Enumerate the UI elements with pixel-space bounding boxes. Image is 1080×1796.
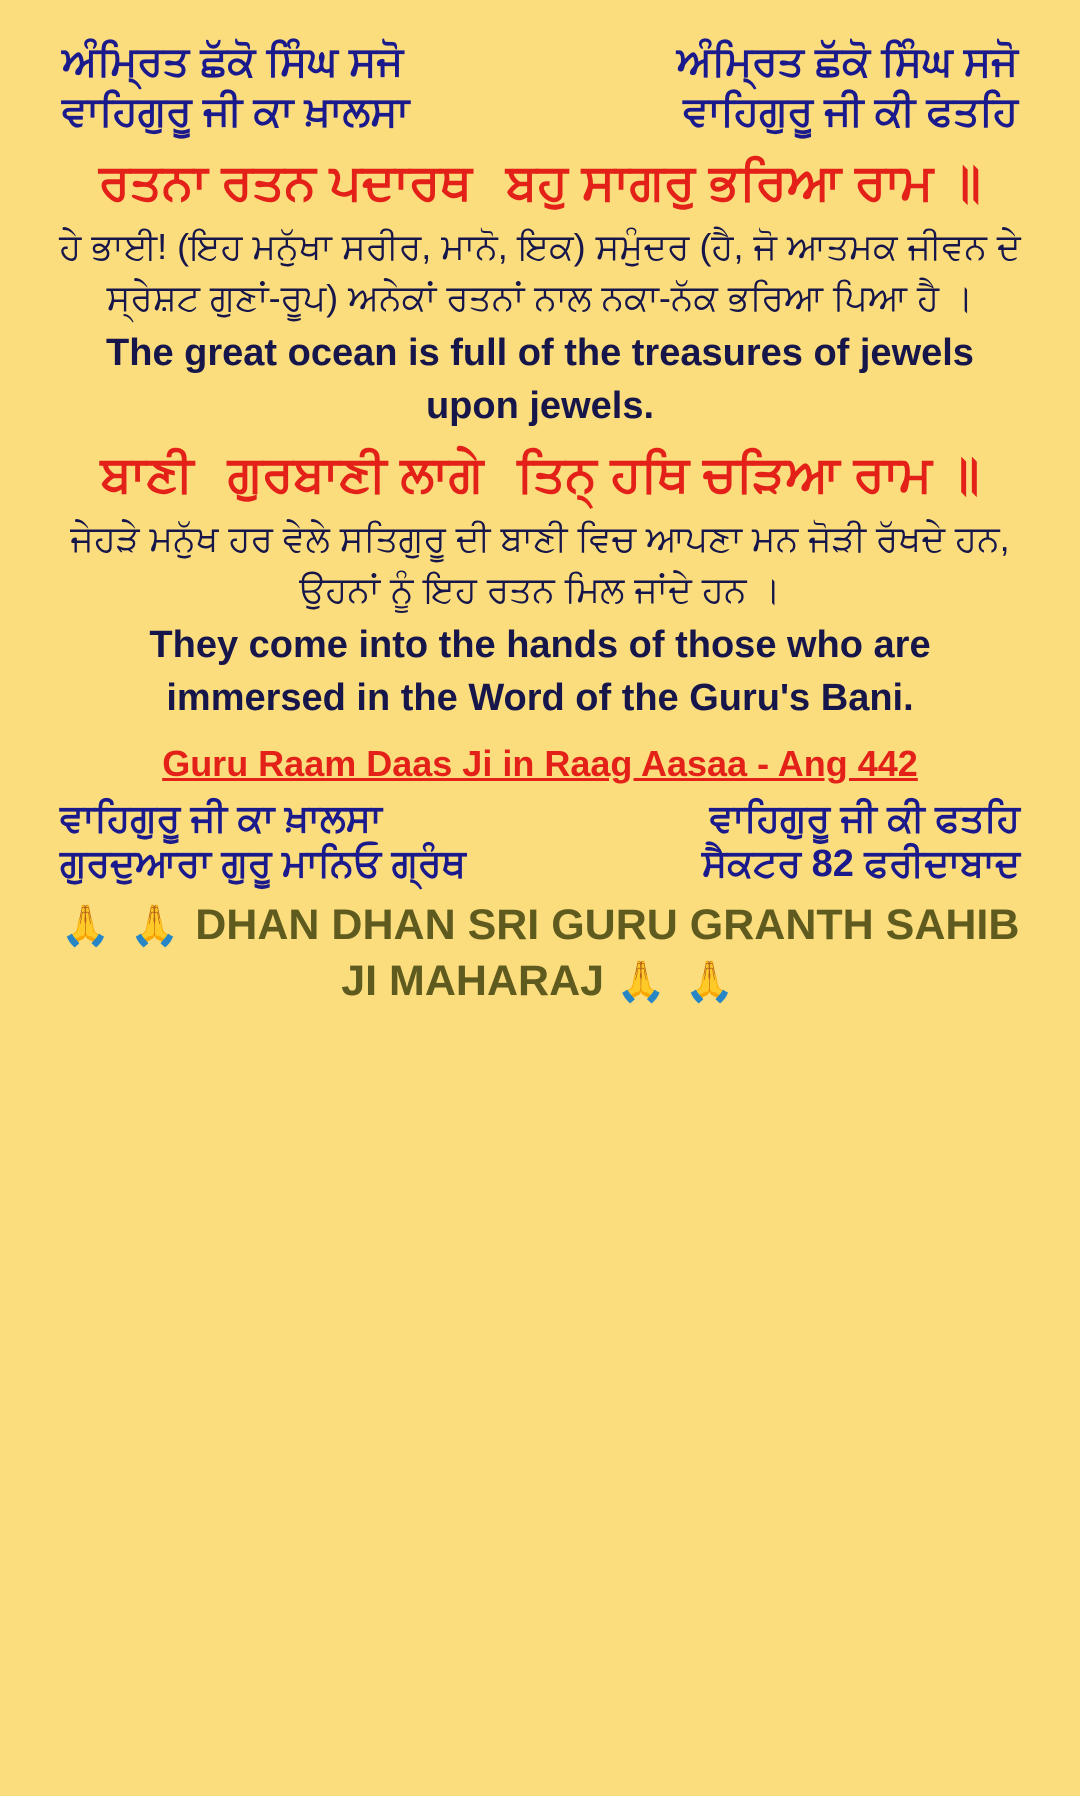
footer-location-line	[56, 843, 1024, 886]
verse-2-gurbani-part-1: ਬਾਣੀ	[100, 446, 194, 503]
header-greeting-left-1: ਅੰਮ੍ਰਿਤ ਛੱਕੋ ਸਿੰਘ ਸਜੋ	[62, 38, 404, 84]
source-citation-link[interactable]: Guru Raam Daas Ji in Raag Aasaa - Ang 442	[162, 743, 918, 785]
header-greeting-left-2: ਵਾਹਿਗੁਰੂ ਜੀ ਕਾ ਖ਼ਾਲਸਾ	[62, 88, 410, 134]
header-greeting-right-1: ਅੰਮ੍ਰਿਤ ਛੱਕੋ ਸਿੰਘ ਸਜੋ	[676, 38, 1018, 84]
verse-2-gurbani	[56, 442, 1024, 507]
dhan-text-line-1: DHAN DHAN SRI GURU	[195, 901, 678, 950]
verse-1-gurbani-part-2: ਬਹੁ ਸਾਗਰੁ	[505, 154, 696, 210]
verse-2-gurbani-part-3: ਤਿਨ੍	[517, 446, 597, 503]
header-greeting-line-2	[56, 88, 1024, 136]
footer-greeting-left-1: ਵਾਹਿਗੁਰੂ ਜੀ ਕਾ ਖ਼ਾਲਸਾ	[60, 798, 382, 841]
footer-gurdwara-name: ਗੁਰਦੁਆਰਾ ਗੁਰੂ ਮਾਨਿਓ ਗ੍ਰੰਥ	[60, 843, 466, 886]
verse-1-english-meaning: The great ocean is full of the treasures of jewels upon jewels.	[106, 332, 974, 427]
verse-1-gurbani	[56, 150, 1024, 215]
verse-1-punjabi-meaning: ਹੇ ਭਾਈ! (ਇਹ ਮਨੁੱਖਾ ਸਰੀਰ, ਮਾਨੋ, ਇਕ) ਸਮੁੰਦਰ (ਹੈ, ਜੋ ਆਤਮਕ ਜੀਵਨ ਦੇ ਸ੍ਰੇਸ਼ਟ ਗੁਣਾਂ-ਰੂਪ) ਅਨੇਕਾਂ ਰਤਨਾਂ ਨਾਲ ਨਕਾ-ਨੱਕ ਭਰਿਆ ਪਿਆ ਹੈ ।	[59, 226, 1021, 319]
verse-2-gurbani-part-2: ਗੁਰਬਾਣੀ ਲਾਗੇ	[227, 446, 484, 503]
footer-gurdwara-address: ਸੈਕਟਰ 82 ਫਰੀਦਾਬਾਦ	[701, 843, 1020, 886]
verse-2-english-meaning: They come into the hands of those who are immersed in the Word of the Guru's Bani.	[149, 624, 931, 719]
verse-1-gurbani-part-3: ਭਰਿਆ ਰਾਮ ॥	[709, 154, 981, 210]
footer-greeting-line-1	[56, 798, 1024, 841]
folded-hands-icon-left: 🙏 🙏	[60, 904, 184, 949]
header-greeting-line-1	[56, 38, 1024, 86]
verse-2-punjabi-meaning: ਜੇਹੜੇ ਮਨੁੱਖ ਹਰ ਵੇਲੇ ਸਤਿਗੁਰੂ ਦੀ ਬਾਣੀ ਵਿਚ ਆਪਣਾ ਮਨ ਜੋੜੀ ਰੱਖਦੇ ਹਨ, ਉਹਨਾਂ ਨੂੰ ਇਹ ਰਤਨ ਮਿਲ ਜਾਂਦੇ ਹਨ ।	[70, 518, 1010, 611]
dhan-guru-granth-sahib-text	[56, 898, 1024, 1010]
header-greeting-right-2: ਵਾਹਿਗੁਰੂ ਜੀ ਕੀ ਫਤਹਿ	[683, 88, 1018, 134]
footer-greeting-right-1: ਵਾਹਿਗੁਰੂ ਜੀ ਕੀ ਫਤਹਿ	[709, 798, 1020, 841]
folded-hands-icon-right: 🙏 🙏	[616, 960, 739, 1005]
verse-1-gurbani-part-1: ਰਤਨਾ ਰਤਨ ਪਦਾਰਥ	[99, 154, 472, 210]
verse-2-gurbani-part-4: ਹਥਿ ਚੜਿਆ ਰਾਮ ॥	[610, 446, 980, 503]
dhan-text-line-2: GRANTH SAHIB JI MAHARAJ	[341, 901, 1020, 1006]
